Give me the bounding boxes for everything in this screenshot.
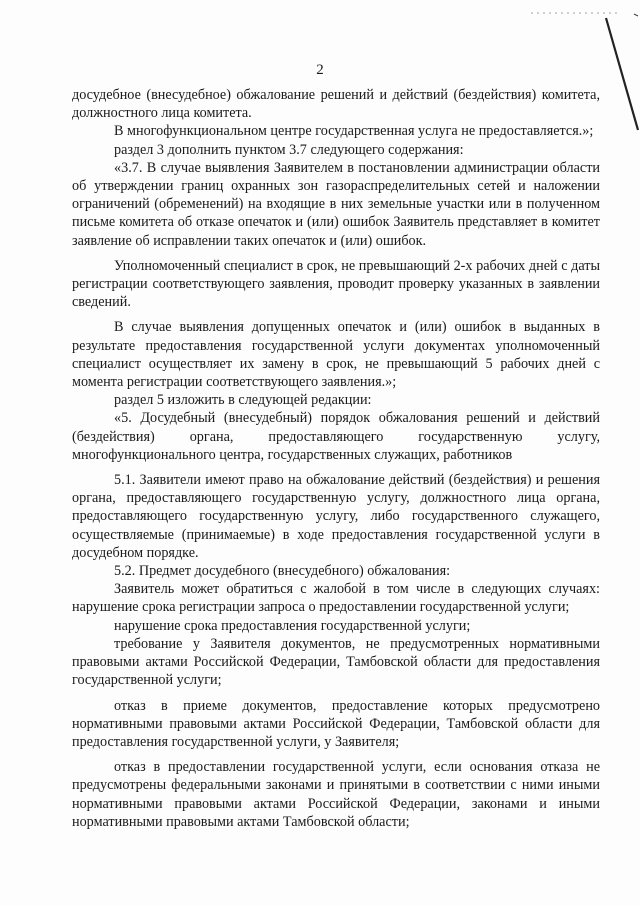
paragraph: 5.1. Заявители имеют право на обжалование действий (бездействия) и решения органа, предоставляющего государственную услугу, должностного лица органа, предоставляющего государственную услугу, либо государственного служащего, осуществляемые (принимаемые) в ходе предоставления государственной услуги в досудебном порядке. xyxy=(72,472,600,561)
paragraph: «5. Досудебный (внесудебный) порядок обжалования решений и действий (бездействия) органа, предоставляющего государственную услугу, многофункционального центра, государственных служащих, работников xyxy=(72,410,600,463)
page-number: 2 xyxy=(316,62,324,78)
paragraph: Уполномоченный специалист в срок, не превышающий 2-х рабочих дней с даты регистрации соответствующего заявления, проводит проверку указанных в заявлении сведений. xyxy=(72,257,600,311)
paragraph: отказ в приеме документов, предоставление которых предусмотрено нормативными правовыми актами Российской Федерации, Тамбовской области для предоставления государственной услуги, у Заявителя; xyxy=(72,697,600,750)
paragraph: В многофункциональном центре государственная услуга не предоставляется.»; xyxy=(114,123,594,140)
paragraph: раздел 5 изложить в следующей редакции: xyxy=(114,392,372,409)
document-body xyxy=(72,86,600,831)
paragraph: нарушение срока предоставления государственной услуги; xyxy=(114,617,471,634)
paragraph: отказ в предоставлении государственной услуги, если основания отказа не предусмотрены федеральными законами и принятыми в соответствии с ними иными нормативными правовыми актами Российской Федерации, законами и иными нормативными правовыми актами Тамбовской области; xyxy=(72,759,600,830)
paragraph: требование у Заявителя документов, не предусмотренных нормативными правовыми актами Российской Федерации, Тамбовской области для предоставления государственной услуги; xyxy=(72,635,600,689)
paragraph: Заявитель может обратиться с жалобой в том числе в следующих случаях: нарушение срока регистрации запроса о предоставлении государственной услуги; xyxy=(72,581,600,616)
paragraph: досудебное (внесудебное) обжалование решений и действий (бездействия) комитета, должностного лица комитета. xyxy=(72,87,600,122)
paragraph: 5.2. Предмет досудебного (внесудебного) обжалования: xyxy=(114,563,451,580)
paragraph: «3.7. В случае выявления Заявителем в постановлении администрации области об утверждении границ охранных зон газораспределительных сетей и наложении ограничений (обременений) на входящие в них земельные участки или в полученном письме комитета об отказе опечаток и (или) ошибок Заявитель представляет в комитет заявление об исправлении таких опечаток и (или) ошибок. xyxy=(72,159,600,249)
paragraph: раздел 3 дополнить пунктом 3.7 следующего содержания: xyxy=(114,141,464,158)
paragraph: В случае выявления допущенных опечаток и (или) ошибок в выданных в результате предоставления государственной услуги документах уполномоченный специалист осуществляет их замену в срок, не превышающий 5 рабочих дней с момента регистрации соответствующего заявления.»; xyxy=(72,319,600,391)
